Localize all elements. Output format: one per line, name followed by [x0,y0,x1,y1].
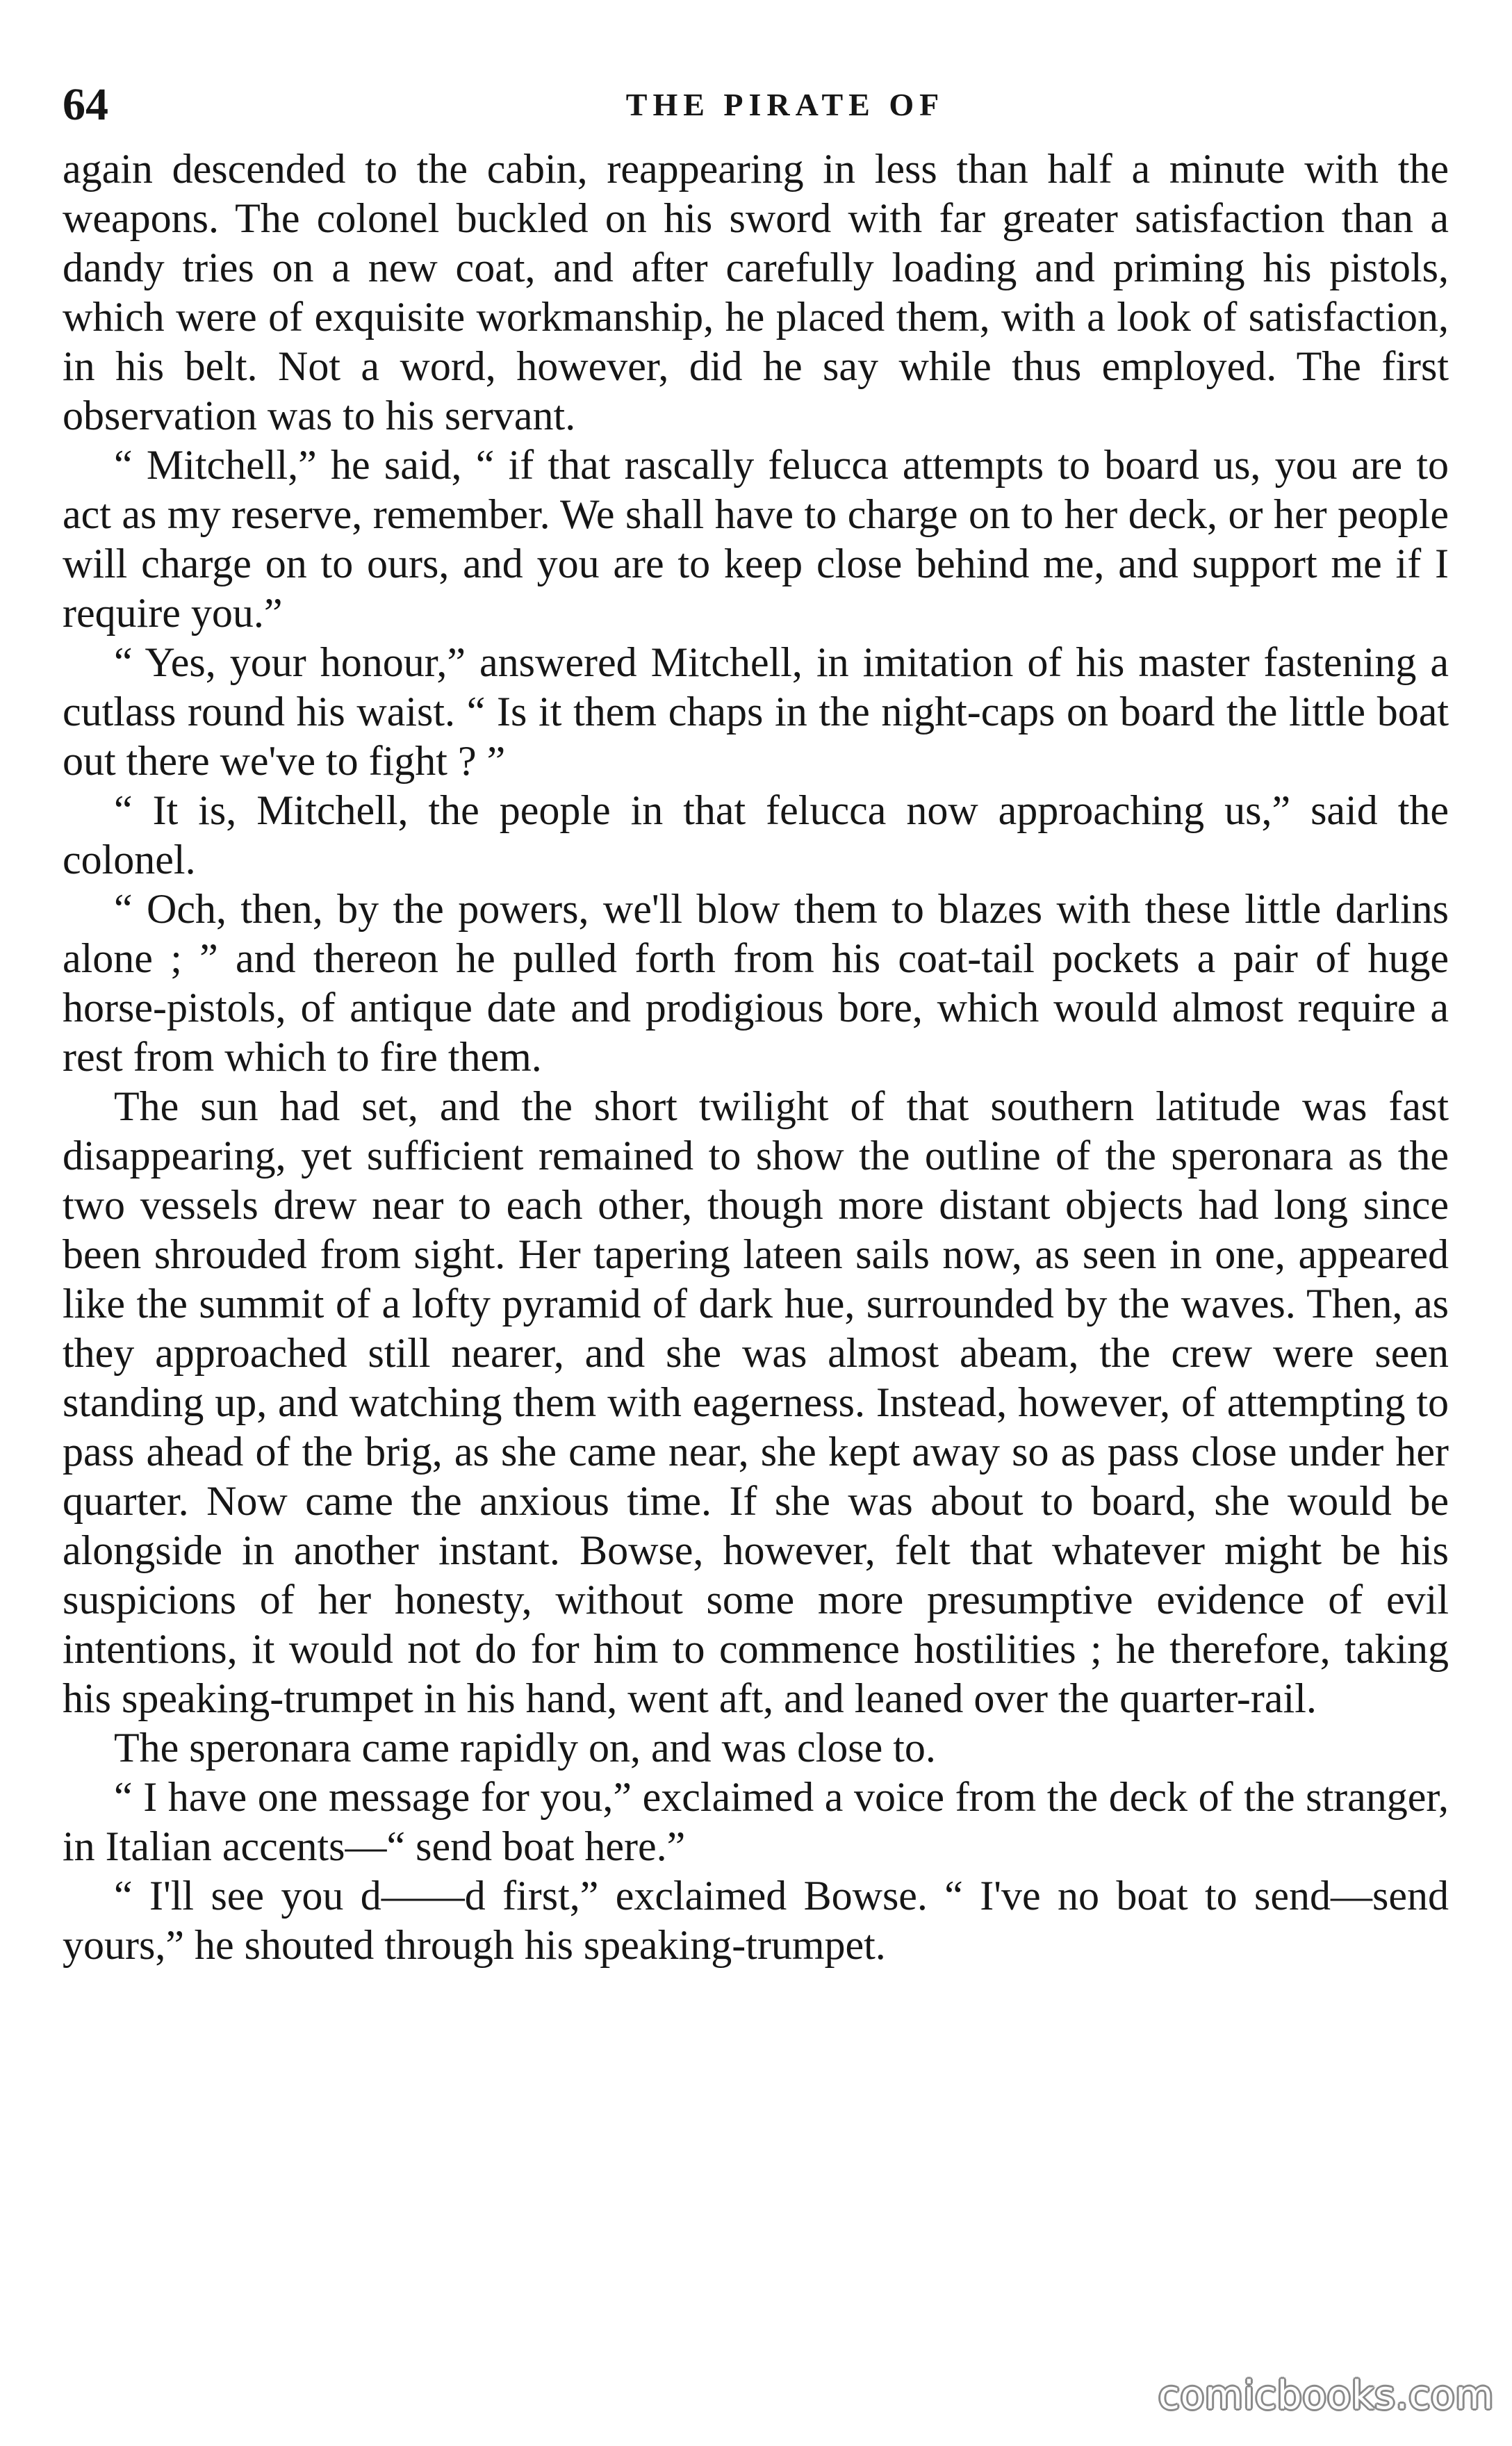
page-number: 64 [63,79,108,130]
paragraph: “ I have one message for you,” exclaimed a voice from the deck of the stranger, in Italian accents—“ send boat here.” [63,1774,1449,1869]
paragraph: again descended to the cabin, reappearing in less than half a minute with the weapons. The colonel buckled on his sword with far greater satisfaction than a dandy tries on a new coat, and after carefully loading and priming his pistols, which were of exquisite workmanship, he placed them, with a look of satisfaction, in his belt. Not a word, however, did he say while thus employed. The first observation was to his servant. [63,146,1449,438]
text-body [63,145,1449,1970]
paragraph: The sun had set, and the short twilight of that southern latitude was fast disappearing, yet sufficient remained to show the outline of the speronara as the two vessels drew near to each other, though more distant objects had long since been shrouded from sight. Her tapering lateen sails now, as seen in one, appeared like the summit of a lofty pyramid of dark hue, surrounded by the waves. Then, as they approached still nearer, and she was almost abeam, the crew were seen standing up, and watching them with eagerness. Instead, however, of attempting to pass ahead of the brig, as she came near, she kept away so as pass close under her quarter. Now came the anxious time. If she was about to board, she would be alongside in another instant. Bowse, however, felt that whatever might be his suspicions of her honesty, without some more presumptive evidence of evil intentions, it would not do for him to commence hostilities ; he therefore, taking his speaking-trumpet in his hand, went aft, and leaned over the quarter-rail. [63,1083,1449,1721]
paragraph: “ Mitchell,” he said, “ if that rascally felucca attempts to board us, you are to act as my reserve, remember. We shall have to charge on to her deck, or her people will charge on to ours, and you are to keep close behind me, and support me if I require you.” [63,442,1449,636]
paragraph: “ It is, Mitchell, the people in that felucca now approaching us,” said the colonel. [63,787,1449,883]
watermark: comicbooks.com [1158,2373,1494,2418]
paragraph: The speronara came rapidly on, and was close to. [114,1725,936,1771]
paragraph: “ Yes, your honour,” answered Mitchell, in imitation of his master fastening a cutlass round his waist. “ Is it them chaps in the night-caps on board the little boat out there we've to fight ? ” [63,639,1449,784]
page-header [63,74,1452,136]
paragraph: “ I'll see you d——d first,” exclaimed Bowse. “ I've no boat to send—send yours,” he shouted through his speaking-trumpet. [63,1873,1449,1968]
running-head: THE PIRATE OF [625,87,945,122]
paragraph: “ Och, then, by the powers, we'll blow them to blazes with these little darlins alone ; ” and thereon he pulled forth from his coat-tail pockets a pair of huge horse-pistols, of antique date and prodigious bore, which would almost require a rest from which to fire them. [63,886,1449,1080]
